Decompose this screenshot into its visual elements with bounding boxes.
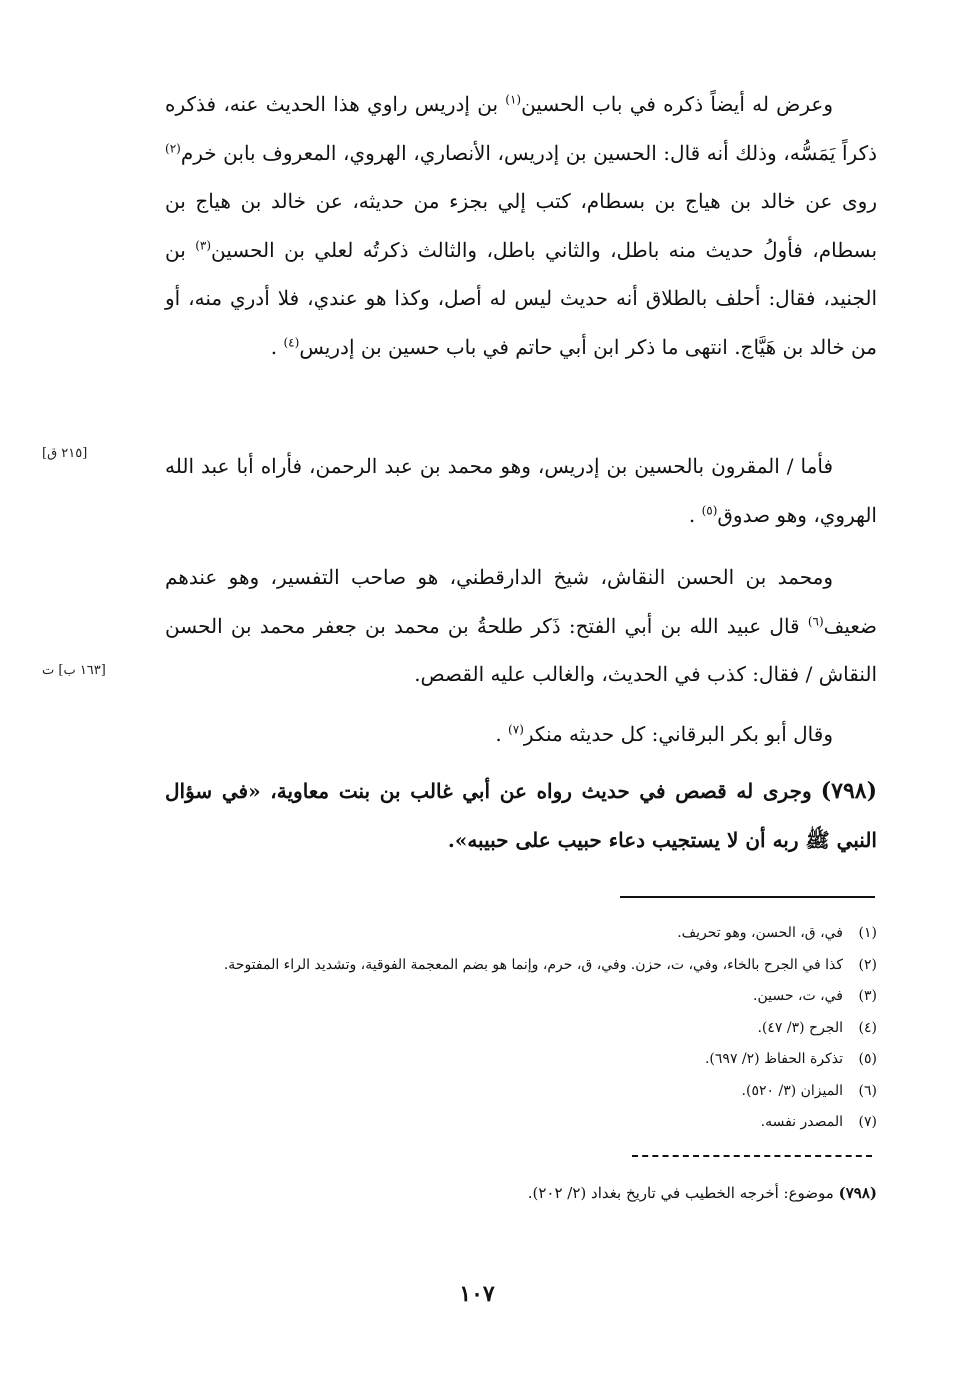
footnote-text: تذكرة الحفاظ (٢/ ٦٩٧). [704, 1051, 843, 1067]
page-number: ١٠٧ [459, 1281, 495, 1307]
text-segment: فأما / المقرون بالحسين بن إدريس، وهو محمد بن عبد الرحمن، فأراه أبا عبد الله الهروي، وهو صدوق [165, 454, 877, 527]
paragraph-barqani [165, 710, 877, 759]
footnote [165, 918, 877, 950]
footnote-number: (١) [858, 925, 877, 941]
footnotes-list [165, 918, 877, 1139]
footnote-ref: (٦) [807, 613, 824, 628]
footnote-text: كذا في الجرح بالخاء، وفي، ت، حزن. وفي، ق، حرم، وإنما هو بضم المعجمة الفوقية، وتشديد الراء المفتوحة. [223, 956, 843, 973]
text-segment: روى عن خالد بن هياج بن بسطام، كتب إلي بجزء من حديثه، عن خالد بن هياج بن بسطام، فأولُ حديث منه باطل، والثاني باطل، والثالث ذكرتُه لعلي بن الحسين [165, 189, 878, 262]
footnote-number: (٤) [858, 1019, 877, 1036]
footnote-ref: (٧) [508, 722, 524, 737]
footnote [165, 1107, 877, 1139]
entry-798 [165, 767, 877, 864]
text-segment: بن الجنيد، فقال: أحلف بالطلاق أنه حديث ليس له أصل، وكذا هو عندي، فلا أدري منه، أو من خالد بن هَيَّاج. انتهى ما ذكر ابن أبي حاتم في باب حسين بن إدريس [165, 237, 877, 359]
text-segment: وقال أبو بكر البرقاني: كل حديثه منكر [523, 722, 833, 746]
footnote-text: الجرح (٣/ ٤٧). [757, 1019, 843, 1036]
footnote-text: في، ق، الحسن، وهو تحريف. [677, 925, 843, 941]
footnote-number: (٥) [858, 1051, 877, 1067]
text-segment: قال عبيد الله بن أبي الفتح: ذَكر طلحةُ بن محمد بن جعفر محمد بن الحسن النقاش / فقال: كذب في الحديث، والغالب عليه القصص. [165, 613, 877, 686]
footnote-number: (٧) [858, 1114, 877, 1130]
footnote [165, 1076, 877, 1108]
period: . [270, 334, 278, 359]
entry-number: (٧٩٨) [820, 778, 877, 804]
footnote-separator [620, 896, 875, 898]
text-segment: وعرض له أيضاً ذكره في باب الحسين [521, 92, 833, 116]
footnote-ref: (٢) [165, 140, 181, 155]
footnote-ref: (٣) [195, 237, 212, 252]
footnote [165, 1013, 877, 1045]
paragraph-muhammad-bin-abdulrahman [165, 442, 877, 539]
takhrij-separator [632, 1155, 872, 1157]
footnote-number: (٣) [858, 988, 877, 1004]
text-segment: بن إدريس راوي هذا الحديث عنه، فذكره ذكراً يَمَسُّه، وذلك أنه قال: الحسين بن إدريس، الأنصاري، الهروي، المعروف بابن خرم [165, 92, 877, 165]
manuscript-folio-marker: [١٦٣ ب] ت [42, 663, 106, 678]
footnote [165, 1044, 877, 1076]
footnote-text: المصدر نفسه. [760, 1114, 843, 1130]
footnote-ref: (١) [505, 92, 522, 107]
footnote-text: في، ت، حسين. [753, 988, 843, 1004]
footnote-number: (٢) [858, 956, 877, 973]
text-segment: وجرى له قصص في حديث رواه عن أبي غالب بن بنت معاوية، «في سؤال النبي ﷺ ربه أن لا يستجيب دعاء حبيب على حبيبه». [165, 779, 877, 852]
footnote-ref: (٤) [283, 334, 300, 349]
takhrij-number: (٧٩٨) [838, 1184, 877, 1202]
footnote [165, 950, 877, 982]
manuscript-folio-marker: [٢١٥ ق] [42, 446, 88, 461]
paragraph-naqqash [165, 553, 877, 699]
footnote-text: الميزان (٣/ ٥٢٠). [741, 1082, 843, 1099]
footnote-ref: (٥) [701, 502, 718, 517]
paragraph-hussein-bin-idris [165, 80, 877, 371]
period: . [495, 722, 502, 746]
takhrij-note [165, 1178, 877, 1208]
takhrij-text: موضوع: أخرجه الخطيب في تاريخ بغداد (٢/ ٢٠٢). [527, 1184, 834, 1202]
text-segment: ومحمد بن الحسن النقاش، شيخ الدارقطني، هو صاحب التفسير، وهو عندهم ضعيف [165, 565, 878, 638]
period: . [688, 502, 696, 527]
footnote [165, 981, 877, 1013]
footnote-number: (٦) [858, 1082, 877, 1099]
